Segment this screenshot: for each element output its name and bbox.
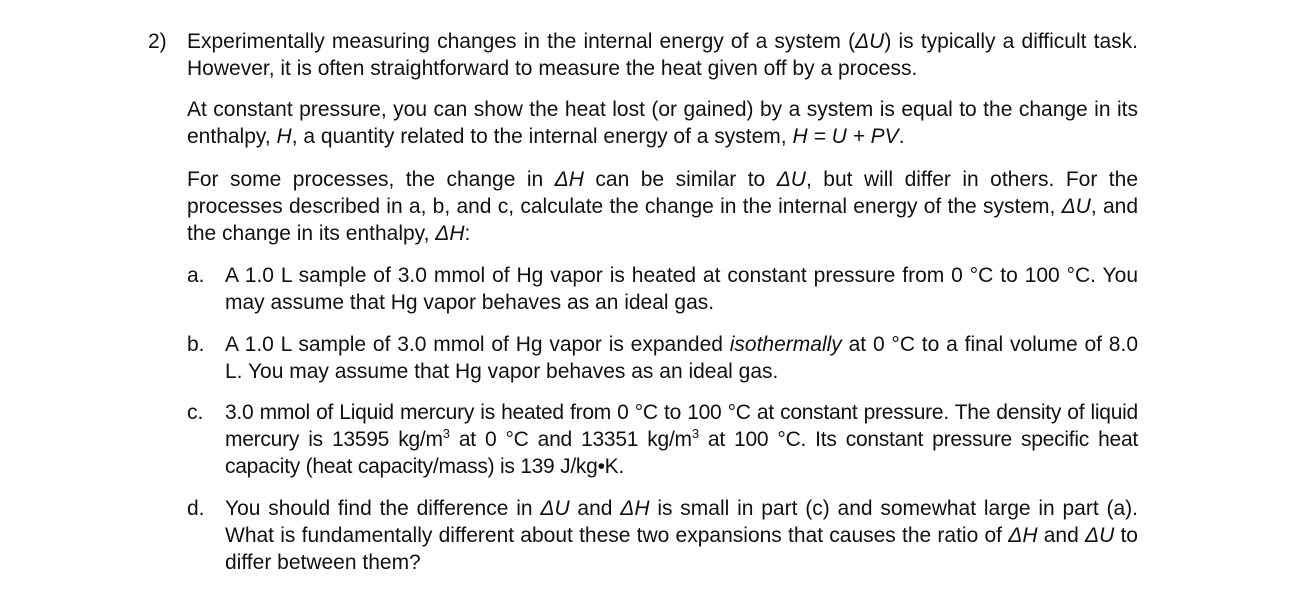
part-d-letter: d. (187, 497, 205, 520)
intro-paragraph-2 (187, 96, 1138, 150)
text-run: You should find the difference in (225, 497, 541, 520)
symbol-delta-u: ΔU (776, 168, 806, 191)
text-run: Experimentally measuring changes in the internal energy of a system ( (187, 30, 856, 53)
symbol-delta-u: ΔU (1061, 195, 1091, 218)
emphasis-isothermally: isothermally (729, 333, 842, 356)
text-run: For some processes, the change in (187, 168, 555, 191)
enthalpy-equation: H = U + PV (792, 125, 899, 148)
intro-paragraph-3 (187, 166, 1138, 247)
text-run: at 0 °C and 13351 kg/m (449, 428, 692, 451)
text-run: , and the change in its enthalpy, (187, 195, 1138, 245)
symbol-delta-h: ΔH (620, 497, 650, 520)
text-run: to differ between them? (225, 524, 1138, 574)
text-run: and (569, 497, 621, 520)
part-b-text (225, 331, 1138, 385)
symbol-delta-h: ΔH (1008, 524, 1038, 547)
text-run: at 0 °C to a final volume of 8.0 L. You may assume that Hg vapor behaves as an ideal gas. (225, 333, 1138, 383)
symbol-delta-h: ΔH (435, 222, 465, 245)
symbol-delta-u: ΔU (540, 497, 570, 520)
text-run: , but will differ in others. For the processes described in a, b, and c, calculate the change in the internal energy of the system, (187, 168, 1139, 218)
symbol-delta-u: ΔU (855, 30, 885, 53)
text-run: : (464, 222, 471, 245)
text-run: is small in part (c) and somewhat large in part (a). What is fundamentally different about these two expansions that causes the ratio of (225, 497, 1138, 547)
symbol-delta-u: ΔU (1084, 524, 1115, 547)
part-c-letter: c. (187, 401, 204, 424)
part-a-text: A 1.0 L sample of 3.0 mmol of Hg vapor is heated at constant pressure from 0 °C to 100 °C. You may assume that Hg vapor behaves as an ideal gas. (225, 264, 1138, 314)
part-b-letter: b. (187, 333, 205, 356)
question-number: 2) (148, 30, 167, 53)
text-run: A 1.0 L sample of 3.0 mmol of Hg vapor is expanded (225, 333, 730, 356)
part-a-letter: a. (187, 264, 205, 287)
text-run: can be similar to (583, 168, 777, 191)
text-run: and (1037, 524, 1085, 547)
symbol-h: H (276, 125, 292, 148)
text-run: , a quantity related to the internal energy of a system, (291, 125, 793, 148)
text-run: At constant pressure, you can show the heat lost (or gained) by a system is equal to the change in its enthalpy, (187, 98, 1138, 148)
text-run: ) is typically a difficult task. However, it is often straightforward to measure the heat given off by a process. (187, 30, 1138, 80)
symbol-delta-h: ΔH (554, 168, 584, 191)
superscript: 3 (442, 426, 450, 441)
part-c-text (225, 399, 1138, 480)
part-d-text (225, 495, 1138, 576)
text-run: 3.0 mmol of Liquid mercury is heated from 0 °C to 100 °C at constant pressure. The density of liquid mercury is 13595 kg/m (225, 401, 1138, 451)
text-run: . (898, 125, 905, 148)
intro-paragraph-1 (187, 28, 1138, 82)
superscript: 3 (691, 426, 699, 441)
text-run: at 100 °C. Its constant pressure specific heat capacity (heat capacity/mass) is 139 J/kg•K. (225, 428, 1138, 478)
